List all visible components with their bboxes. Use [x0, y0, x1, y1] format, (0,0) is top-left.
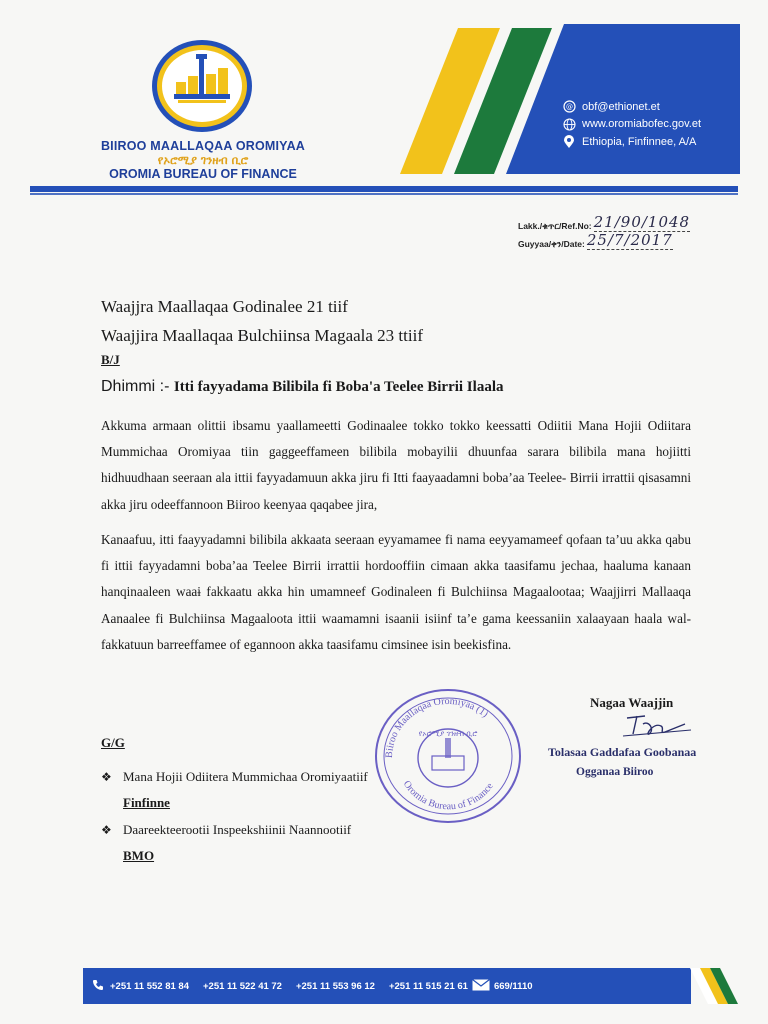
organization-names — [92, 139, 314, 182]
recipient-line: Waajjra Maallaqaa Godinalee 21 tiif — [101, 297, 348, 316]
footer-contacts — [92, 979, 547, 994]
location-pin-icon — [562, 135, 576, 149]
stamp-english-text: Oromia Bureau of Finance — [400, 778, 496, 813]
bj-label: B/J — [101, 352, 120, 367]
reference-block — [518, 214, 690, 250]
ref-value: 21/90/1048 — [593, 213, 691, 231]
stamp-outer-text: Biiroo Maallaqaa Oromiyaa (1) — [383, 695, 491, 759]
cc-item-sub: Finfinne — [123, 795, 170, 810]
svg-text:Oromia Bureau of Finance — [401, 779, 496, 812]
bureau-logo — [148, 36, 256, 136]
cc-label: G/G — [101, 735, 125, 750]
phone-number: +251 11 552 81 84 — [110, 981, 189, 992]
org-name-oromo: BIIROO MAALLAQAA OROMIYAA — [100, 139, 306, 153]
signer-title: Ogganaa Biiroo — [576, 766, 654, 778]
cc-item-text: Daareekteerootii Inspeekshiinii Naannootiif — [123, 822, 352, 837]
email-icon — [562, 100, 576, 114]
header-divider — [30, 186, 738, 192]
handwritten-signature — [615, 712, 695, 742]
globe-icon — [562, 117, 576, 131]
phone-icon — [92, 979, 104, 994]
cc-item — [101, 769, 368, 785]
envelope-icon — [472, 979, 490, 994]
subject-text: Itti fayyadama Bilibila fi Boba'a Teelee Birrii Ilaala — [173, 379, 504, 395]
header-divider-thin — [30, 193, 738, 195]
phone-number: +251 11 553 96 12 — [295, 981, 375, 992]
recipients — [101, 292, 423, 350]
date-value: 25/7/2017 — [586, 231, 673, 249]
email-text: obf@ethionet.et — [582, 100, 660, 113]
location-row — [562, 133, 701, 151]
cc-item-text: Mana Hojii Odiitera Mummichaa Oromiyaatiif — [123, 769, 368, 784]
date-row — [518, 232, 690, 250]
po-box: 669/1110 — [493, 981, 533, 992]
date-label: Guyyaa/ቀን/Date: — [518, 239, 585, 249]
phone-number: +251 11 515 21 61 — [388, 981, 468, 992]
signer-name: Tolasaa Gaddafaa Goobanaa — [548, 745, 697, 759]
ref-row — [518, 214, 690, 232]
body-paragraph-2: Kanaafuu, itti faayyadamni bilibila akkaata seeraan eyyamamee fi nama eeyyamameef qofaan ta’uu akka qabu fi ittii fayyadamni boba’aa Teelee Birrii irrattii hordooffiin cimaan akka taasifamu jechaa, haaluma kanaan hanqinaaleen waaɨ fakkaatu akka hin umamneef Godinaleen fi Bulchiinsa Magaalootaa; Waajjirri Mallaaqa Aanaalee fi Bulchiinsa Magaaloota ittii waamamni isaanii isiinf ta’e gama keessaniin xalaayaan haala wal-fakkatuun barreeffamee of egannoon akka taasifamu cimsinee isin beekisfina. — [101, 532, 691, 652]
official-stamp — [370, 684, 524, 826]
ref-label: Lakk./ቁጥር/Ref.No: — [518, 221, 592, 231]
closing-text: Nagaa Waajjin — [590, 695, 674, 710]
stamp-amharic-text: የኦሮሚያ ገንዘብ ቢሮ — [418, 729, 478, 738]
svg-text:@: @ — [565, 103, 573, 112]
subject-line — [101, 378, 503, 396]
body-paragraph-1: Akkuma armaan olittii ibsamu yaallameetti Godinaalee tokko tokko keessatti Odiitii Mana Hojii Odiitara Mummichaa Oromiyaa tiin gaggeeffameen bilibila mobayilii dhuunfaa sarara bilibila mana hojiitti hidhuudhaan seeraan ala ittii fayyadamuun akka jiru fi Itti faayaadamni boba’aa Teelee- Birrii irrattii qisasamni akka jiru odeeffannoon Biiroo keenyaa qaqabee jira, — [101, 418, 691, 512]
phone-number: +251 11 522 41 72 — [202, 981, 282, 992]
cc-item — [101, 822, 351, 838]
org-name-english: OROMIA BUREAU OF FINANCE — [109, 167, 297, 181]
website-text: www.oromiabofec.gov.et — [582, 118, 702, 131]
contact-info — [562, 98, 701, 151]
email-row — [562, 98, 701, 116]
recipient-line: Waajjira Maallaqaa Bulchiinsa Magaala 23 ttiif — [101, 326, 423, 345]
svg-text:Biiroo Maallaqaa Oromiyaa (1) — [384, 696, 490, 758]
footer-stripes — [690, 962, 740, 1006]
diamond-bullet-icon: ❖ — [101, 770, 112, 784]
cc-item-sub: BMO — [123, 848, 155, 863]
website-row — [562, 116, 701, 134]
location-text: Ethiopia, Finfinnee, A/A — [582, 135, 697, 148]
org-name-amharic: የኦሮሚያ ገንዘብ ቢሮ — [157, 153, 249, 167]
diamond-bullet-icon: ❖ — [101, 823, 112, 837]
subject-prefix: Dhimmi :- — [101, 378, 174, 395]
